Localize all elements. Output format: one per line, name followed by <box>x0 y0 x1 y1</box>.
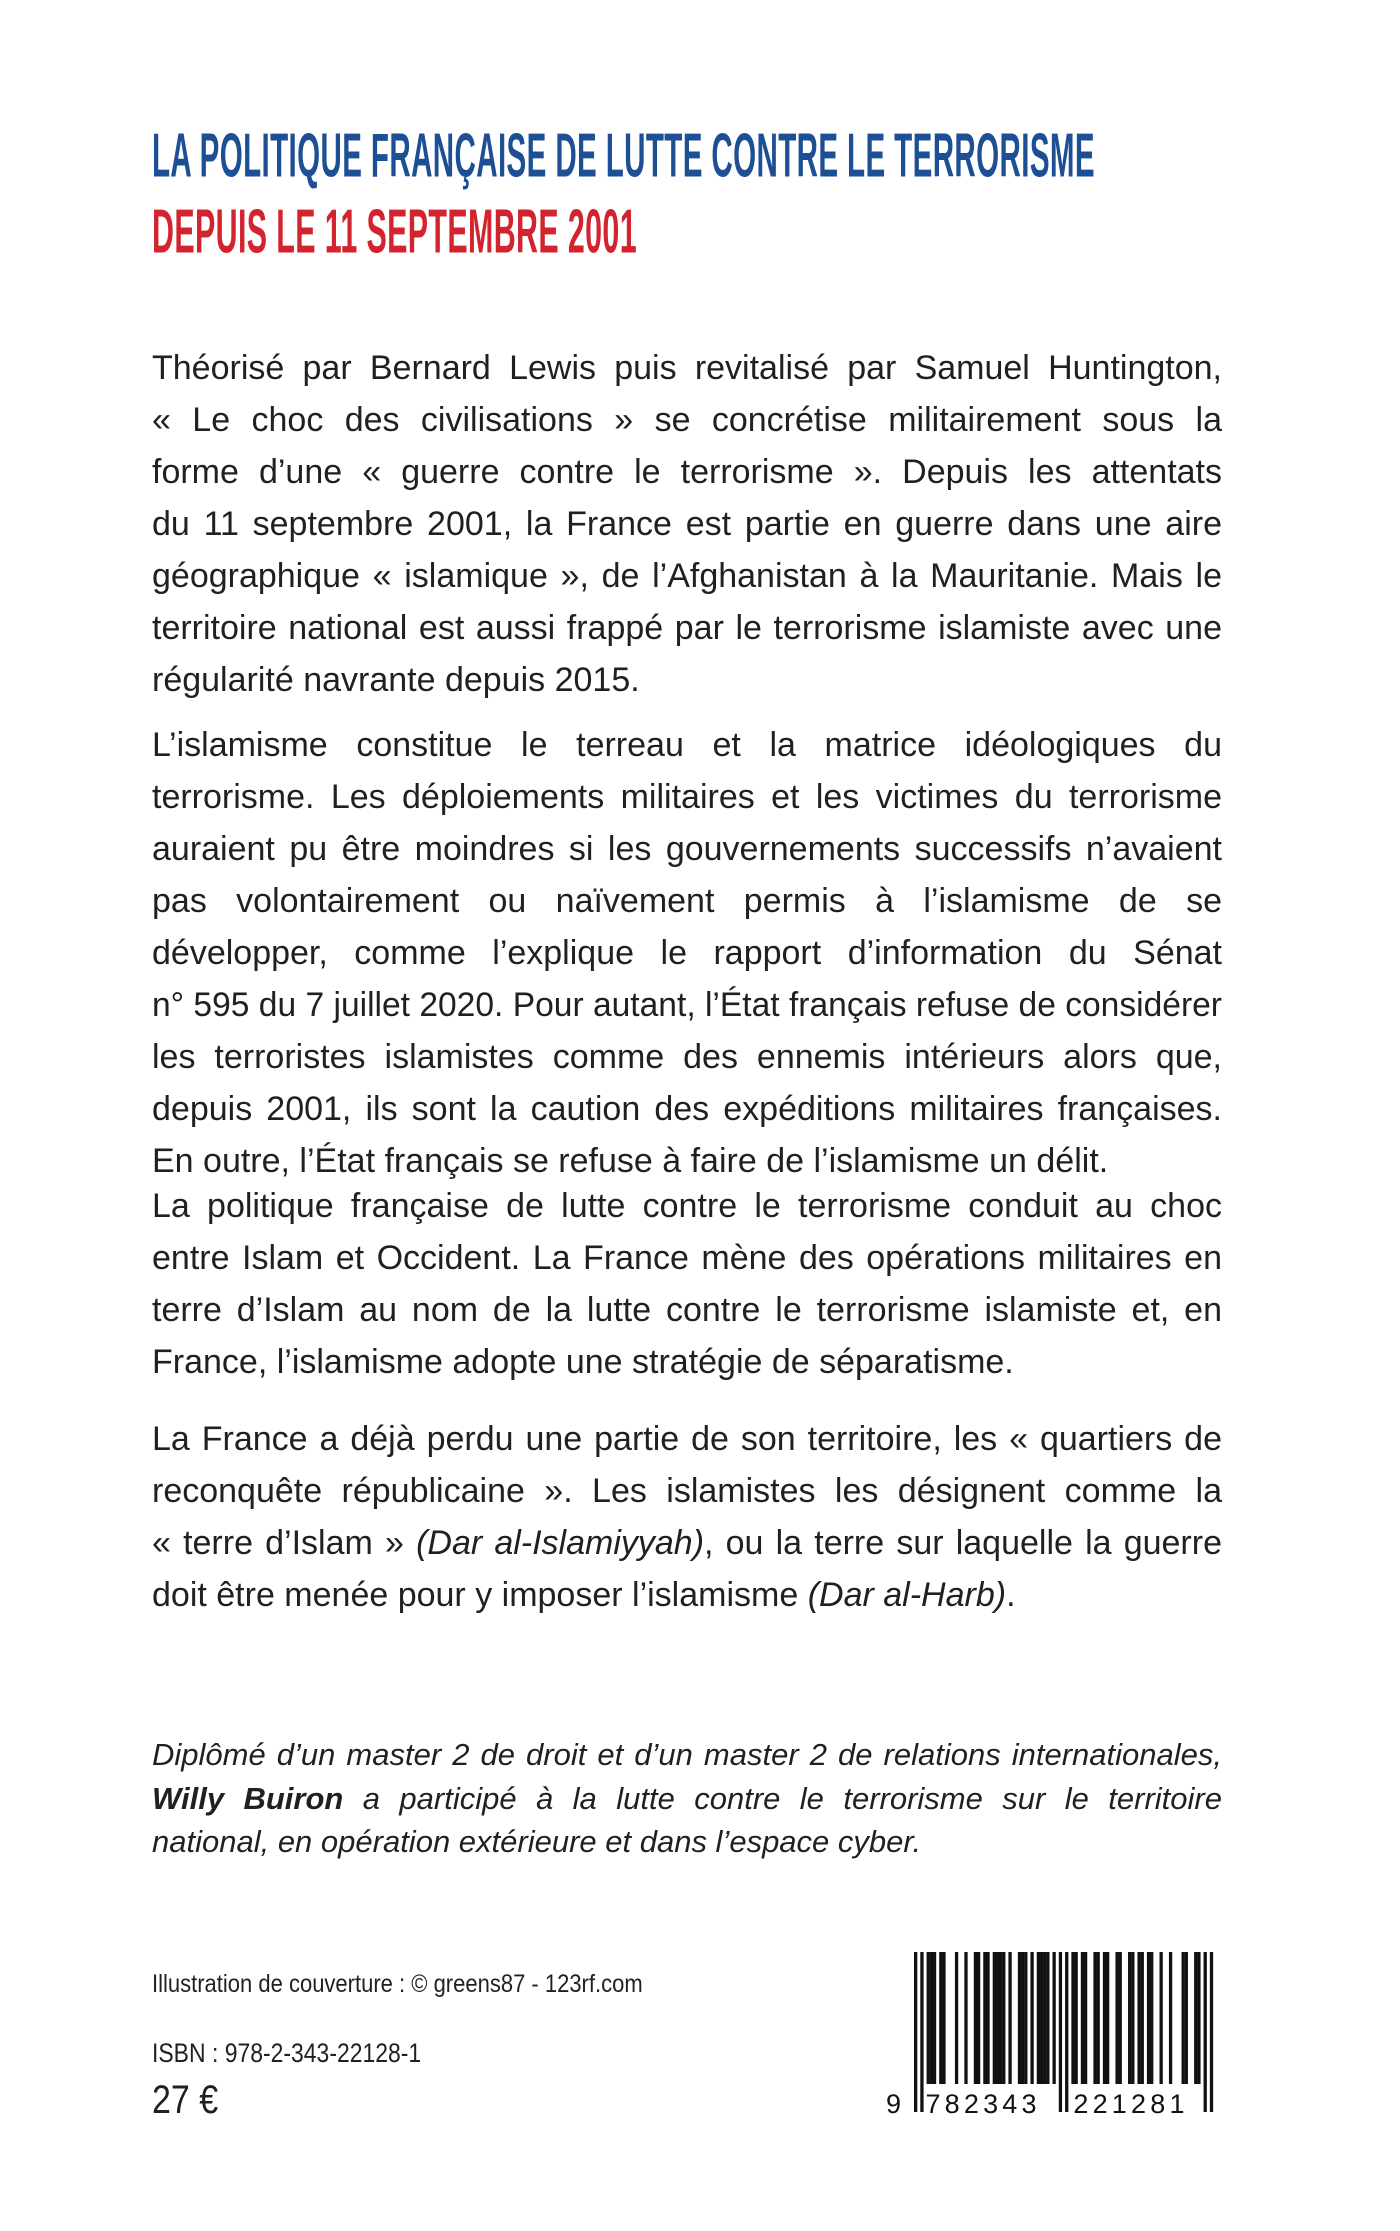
barcode-bar <box>1210 1952 1213 2112</box>
text-line <box>152 1820 1222 1864</box>
barcode-bar <box>1131 1952 1134 2084</box>
isbn: ISBN : 978-2-343-22128-1 <box>152 2038 422 2068</box>
text-line <box>152 1465 1222 1517</box>
text-segment: forme d’une « guerre contre le terrorisme ». Depuis les attentats <box>152 453 1222 491</box>
barcode-bar <box>1018 1952 1021 2084</box>
barcode-bar <box>1185 1952 1188 2084</box>
text-segment: terrorisme. Les déploiements militaires et les victimes du terrorisme <box>152 778 1222 816</box>
text-segment: territoire national est aussi frappé par le terrorisme islamiste avec une <box>152 609 1222 647</box>
text-segment: La France a déjà perdu une partie de son territoire, les « quartiers de <box>152 1420 1222 1458</box>
barcode-bar <box>1030 1952 1033 2084</box>
barcode-bar <box>933 1952 936 2084</box>
text-segment: doit être menée pour y imposer l’islamisme <box>152 1576 808 1614</box>
title-line-2: DEPUIS LE 11 SEPTEMBRE 2001 <box>152 196 637 266</box>
text-segment: France, l’islamisme adopte une stratégie de séparatisme. <box>152 1343 1014 1381</box>
text-line <box>152 823 1222 875</box>
text-line <box>152 771 1222 823</box>
text-segment: Diplômé d’un master 2 de droit et d’un master 2 de relations internationales, <box>152 1737 1222 1772</box>
barcode-bar <box>1159 1952 1162 2084</box>
author-bio <box>152 1733 1222 1864</box>
barcode-bar <box>1081 1952 1084 2084</box>
barcode-bar <box>993 1952 996 2084</box>
text-line <box>152 719 1222 771</box>
barcode-bar <box>1065 1952 1068 2112</box>
text-line <box>152 1569 1222 1621</box>
text-segment: La politique française de lutte contre le terrorisme conduit au choc <box>152 1187 1222 1225</box>
barcode-bar <box>1106 1952 1109 2084</box>
barcode-bar <box>1037 1952 1040 2084</box>
text-line <box>152 654 1222 706</box>
text-line <box>152 1733 1222 1777</box>
barcode-digits: 9 <box>886 2089 902 2119</box>
text-line <box>152 927 1222 979</box>
barcode-bar <box>1182 1952 1185 2084</box>
barcode-bar <box>1046 1952 1049 2084</box>
barcode-bar <box>920 1952 923 2112</box>
text-segment: entre Islam et Occident. La France mène des opérations militaires en <box>152 1239 1222 1277</box>
text-segment: « terre d’Islam » <box>152 1524 417 1562</box>
text-line <box>152 1517 1222 1569</box>
barcode-bar <box>1197 1952 1200 2084</box>
barcode-bar <box>1093 1952 1096 2084</box>
barcode-bar <box>1043 1952 1046 2084</box>
paragraph <box>152 342 1222 706</box>
barcode-bar <box>1071 1952 1074 2084</box>
barcode-bar <box>1147 1952 1150 2084</box>
text-segment: , ou la terre sur laquelle la guerre <box>704 1524 1222 1562</box>
text-line <box>152 446 1222 498</box>
barcode-bar <box>974 1952 977 2084</box>
barcode-bar <box>977 1952 980 2084</box>
barcode-bar <box>930 1952 933 2084</box>
text-line <box>152 394 1222 446</box>
text-segment: régularité navrante depuis 2015. <box>152 661 640 699</box>
barcode-bar <box>1150 1952 1153 2084</box>
barcode-bar <box>1115 1952 1118 2084</box>
text-segment: « Le choc des civilisations » se concrétise militairement sous la <box>152 401 1222 439</box>
text-segment: national, en opération extérieure et dans l’espace cyber. <box>152 1824 922 1859</box>
text-line <box>152 550 1222 602</box>
barcode-bar <box>1169 1952 1172 2084</box>
text-segment: auraient pu être moindres si les gouvernements successifs n’avaient <box>152 830 1222 868</box>
barcode-bar <box>1021 1952 1024 2084</box>
barcode-bar <box>1084 1952 1087 2084</box>
text-segment: Théorisé par Bernard Lewis puis revitalisé par Samuel Huntington, <box>152 349 1222 387</box>
text-line <box>152 1180 1222 1232</box>
barcode-bar <box>996 1952 999 2084</box>
barcode-bar <box>1024 1952 1027 2084</box>
text-segment: les terroristes islamistes comme des ennemis intérieurs alors que, <box>152 1038 1222 1076</box>
barcode-bar <box>1204 1952 1207 2112</box>
author-name: Willy Buiron <box>152 1780 344 1816</box>
text-line <box>152 875 1222 927</box>
text-segment: depuis 2001, ils sont la caution des expéditions militaires françaises. <box>152 1090 1222 1128</box>
text-line <box>152 602 1222 654</box>
barcode-bar <box>1141 1952 1144 2084</box>
italic-term: (Dar al-Islamiyyah) <box>416 1524 705 1562</box>
barcode-bar <box>1008 1952 1011 2084</box>
barcode-bar <box>1097 1952 1100 2084</box>
italic-term: (Dar al-Harb) <box>807 1576 1007 1614</box>
barcode-bar <box>1040 1952 1043 2084</box>
text-line <box>152 1083 1222 1135</box>
paragraph <box>152 1180 1222 1388</box>
paragraph <box>152 1413 1222 1621</box>
text-line <box>152 1336 1222 1388</box>
barcode-bar <box>1059 1952 1062 2112</box>
text-segment: En outre, l’État français se refuse à faire de l’islamisme un délit. <box>152 1142 1109 1180</box>
barcode-bar <box>1119 1952 1122 2084</box>
text-segment: reconquête républicaine ». Les islamistes les désignent comme la <box>152 1472 1222 1510</box>
text-segment: n° 595 du 7 juillet 2020. Pour autant, l’État français refuse de considérer <box>152 986 1222 1024</box>
barcode-bar <box>914 1952 917 2112</box>
text-line <box>152 1413 1222 1465</box>
barcode-bar <box>939 1952 942 2084</box>
text-line <box>152 1777 1222 1821</box>
text-segment: terre d’Islam au nom de la lutte contre le terrorisme islamiste et, en <box>152 1291 1222 1329</box>
barcode-bar <box>1103 1952 1106 2084</box>
text-line <box>152 1232 1222 1284</box>
text-line <box>152 1284 1222 1336</box>
barcode-digits: 782343 <box>925 2089 1041 2119</box>
text-line <box>152 498 1222 550</box>
text-line <box>152 979 1222 1031</box>
paragraph <box>152 719 1222 1187</box>
text-line <box>152 342 1222 394</box>
barcode-bar <box>927 1952 930 2084</box>
text-segment: du 11 septembre 2001, la France est partie en guerre dans une aire <box>152 505 1222 543</box>
barcode-bar <box>1052 1952 1055 2084</box>
title-line-1: LA POLITIQUE FRANÇAISE DE LUTTE CONTRE LE TERRORISME <box>152 120 1095 190</box>
cover-illustration-credit: Illustration de couverture : © greens87 - 123rf.com <box>152 1970 643 1998</box>
barcode-bar <box>1128 1952 1131 2084</box>
isbn-barcode <box>878 1950 1218 2120</box>
text-segment: pas volontairement ou naïvement permis à l’islamisme de se <box>152 882 1222 920</box>
barcode-bar <box>1137 1952 1140 2084</box>
barcode-bar <box>1194 1952 1197 2084</box>
text-line <box>152 1031 1222 1083</box>
barcode-bar <box>942 1952 945 2084</box>
barcode-digits: 221281 <box>1073 2089 1189 2119</box>
barcode-bar <box>983 1952 986 2084</box>
barcode-bar <box>964 1952 967 2084</box>
barcode-bar <box>999 1952 1002 2084</box>
text-segment: développer, comme l’explique le rapport d’information du Sénat <box>152 934 1222 972</box>
text-segment: a participé à la lutte contre le terrorisme sur le territoire <box>343 1780 1222 1816</box>
text-segment: L’islamisme constitue le terreau et la matrice idéologiques du <box>152 726 1222 764</box>
barcode-bar <box>955 1952 958 2084</box>
text-segment: géographique « islamique », de l’Afghanistan à la Mauritanie. Mais le <box>152 557 1222 595</box>
barcode-bar <box>986 1952 989 2084</box>
barcode-bar <box>1075 1952 1078 2084</box>
price: 27 € <box>152 2078 219 2122</box>
barcode-bar <box>1002 1952 1005 2084</box>
text-segment: . <box>1006 1576 1016 1614</box>
